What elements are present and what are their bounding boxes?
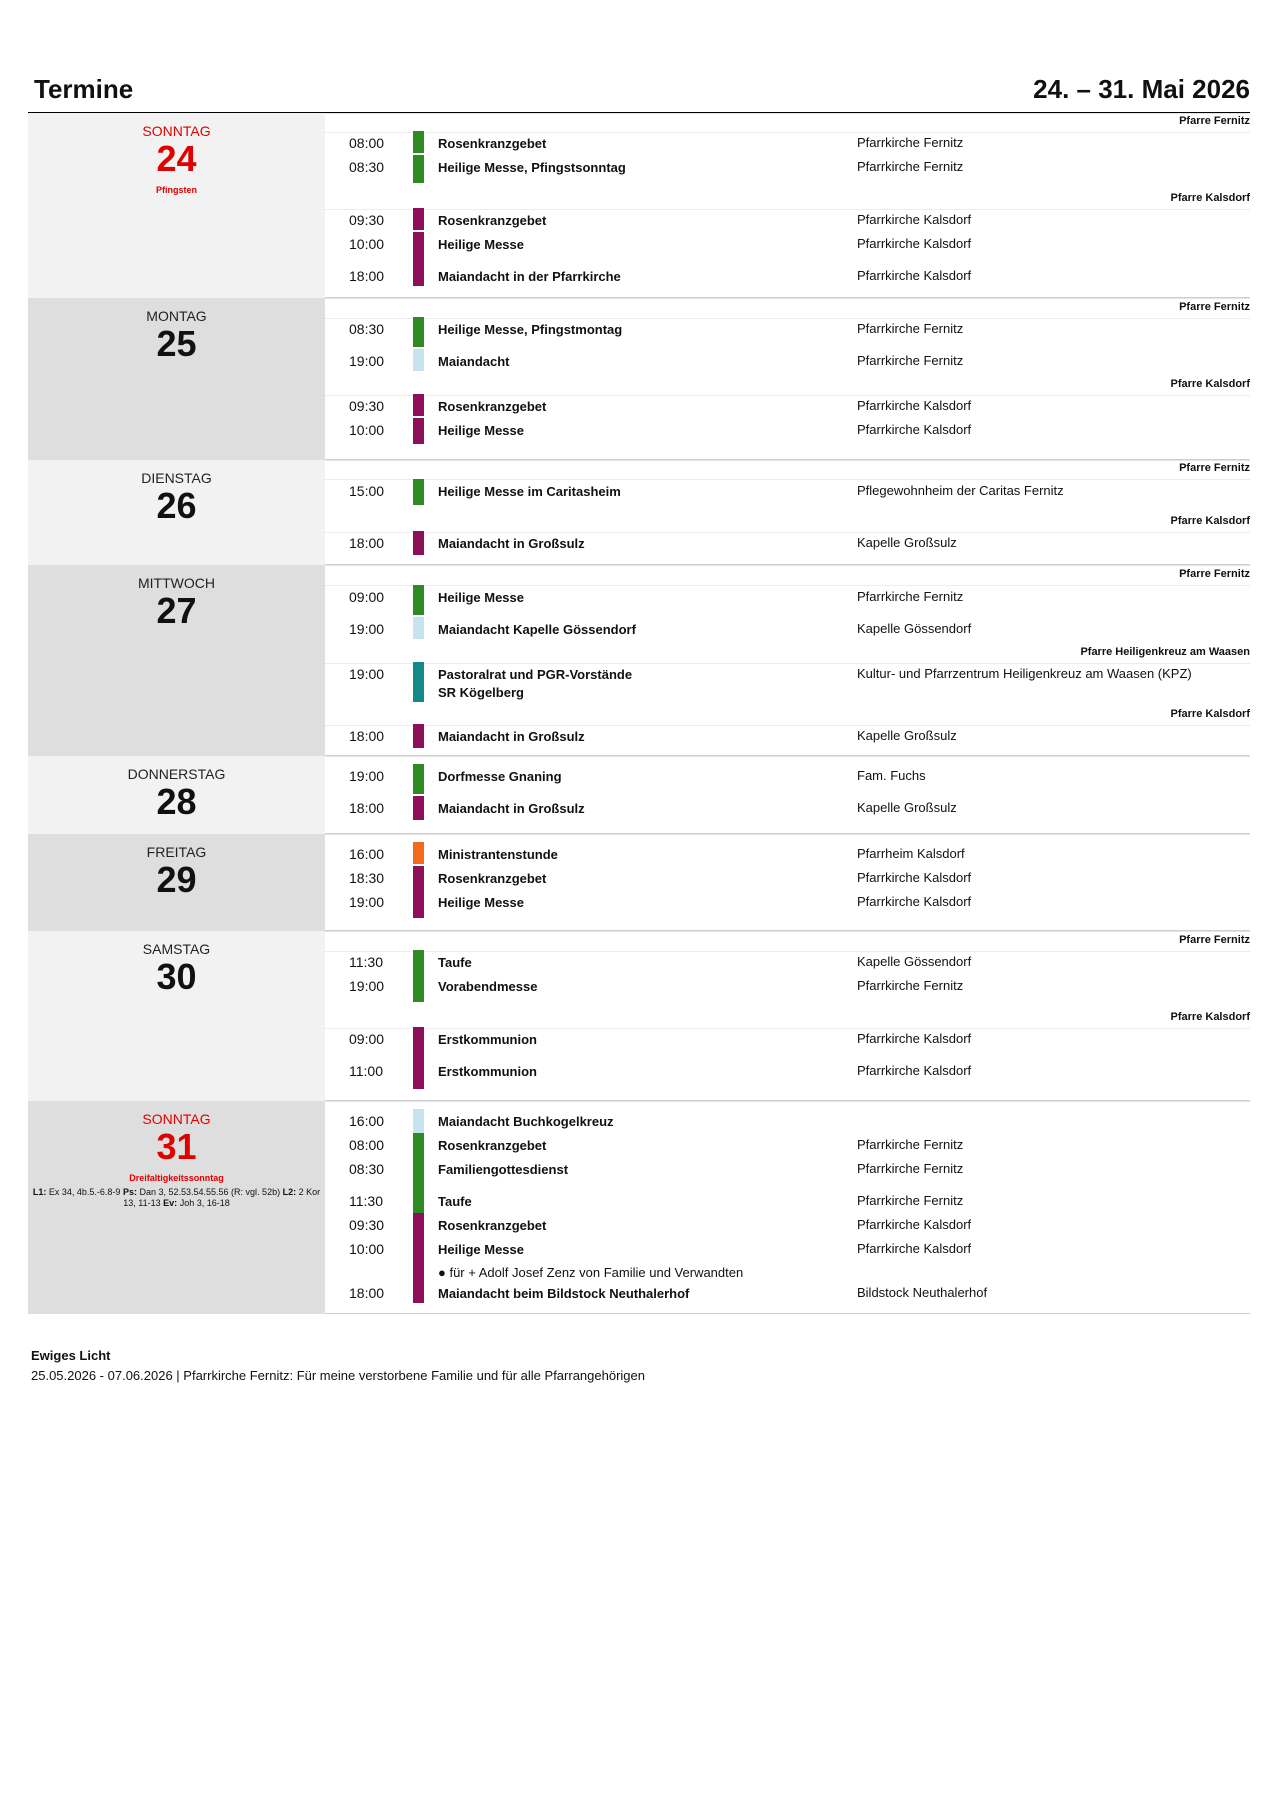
- category-bar: [413, 764, 424, 794]
- category-bar: [413, 1133, 424, 1157]
- event-location: Kapelle Großsulz: [857, 535, 957, 550]
- weekday: SONNTAG: [142, 123, 211, 139]
- event-title: Dorfmesse Gnaning: [438, 769, 562, 784]
- category-bar: [413, 394, 424, 416]
- divider: [325, 951, 1250, 952]
- parish-label: Pfarre Fernitz: [1179, 462, 1250, 474]
- day-26: [28, 460, 1250, 565]
- event-location: Kapelle Großsulz: [857, 800, 957, 815]
- event-location: Pfarrkirche Kalsdorf: [857, 1241, 972, 1256]
- parish-label: Pfarre Fernitz: [1179, 301, 1250, 313]
- event-title: Rosenkranzgebet: [438, 1218, 547, 1233]
- event-time: 16:00: [349, 1113, 385, 1129]
- event-title: Maiandacht Buchkogelkreuz: [438, 1114, 614, 1129]
- day-number: 31: [156, 1126, 197, 1167]
- event-location: Pfarrheim Kalsdorf: [857, 846, 965, 861]
- parish-label: Pfarre Kalsdorf: [1170, 515, 1250, 527]
- day-31: [28, 1101, 1250, 1314]
- day-events: [325, 756, 1250, 834]
- event-time: 10:00: [349, 1241, 385, 1257]
- event-location: Kapelle Gössendorf: [857, 621, 972, 636]
- category-bar: [413, 531, 424, 555]
- day-number: 24: [156, 138, 197, 179]
- category-bar: [413, 796, 424, 820]
- reading-l2: 2 Kor 13, 11-13: [123, 1187, 321, 1208]
- category-bar: [413, 617, 424, 639]
- event-location: Pfarrkirche Kalsdorf: [857, 236, 972, 251]
- day-25: [28, 298, 1250, 460]
- day-number: 26: [156, 485, 197, 526]
- event-time: 09:30: [349, 212, 385, 228]
- event-title: Erstkommunion: [438, 1032, 537, 1047]
- category-bar: [413, 155, 424, 183]
- event-location: Pfarrkirche Kalsdorf: [857, 212, 972, 227]
- event-time: 10:00: [349, 422, 385, 438]
- event-location: Pfarrkirche Fernitz: [857, 159, 964, 174]
- day-29: [28, 834, 1250, 931]
- day-27: [28, 565, 1250, 756]
- day-events: [325, 565, 1250, 756]
- event-location: Pfarrkirche Kalsdorf: [857, 398, 972, 413]
- event-time: 19:00: [349, 894, 385, 910]
- event-title: Heilige Messe: [438, 237, 524, 252]
- event-time: 09:30: [349, 1217, 385, 1233]
- parish-label: Pfarre Fernitz: [1179, 115, 1250, 127]
- event-title: Maiandacht in Großsulz: [438, 801, 585, 816]
- event-title: Rosenkranzgebet: [438, 213, 547, 228]
- category-bar: [413, 232, 424, 264]
- event-location: Bildstock Neuthalerhof: [857, 1285, 988, 1300]
- reading-label: L2:: [282, 1187, 297, 1197]
- category-bar: [413, 950, 424, 974]
- day-30: [28, 931, 1250, 1101]
- weekday: MONTAG: [146, 308, 207, 324]
- event-title: Rosenkranzgebet: [438, 136, 547, 151]
- event-location: Pfarrkirche Kalsdorf: [857, 870, 972, 885]
- weekday: FREITAG: [146, 844, 207, 860]
- event-time: 08:00: [349, 135, 385, 151]
- day-events: [325, 1101, 1250, 1314]
- reading-l1: Ex 34, 4b.5.-6.8-9: [48, 1187, 121, 1197]
- event-time: 18:30: [349, 870, 385, 886]
- weekday: SAMSTAG: [142, 941, 211, 957]
- event-title-line: Pastoralrat und PGR-Vorstände: [438, 667, 633, 682]
- day-number: 28: [156, 781, 197, 822]
- event-title: Heilige Messe: [438, 590, 524, 605]
- category-bar: [413, 1027, 424, 1059]
- parish-label: Pfarre Fernitz: [1179, 934, 1250, 946]
- category-bar: [413, 842, 424, 864]
- divider: [325, 725, 1250, 726]
- divider: [325, 585, 1250, 586]
- event-title: Familiengottesdienst: [438, 1162, 569, 1177]
- category-bar: [413, 974, 424, 1002]
- category-bar: [413, 349, 424, 371]
- day-events: [325, 298, 1250, 460]
- event-time: 18:00: [349, 535, 385, 551]
- event-location: Pfarrkirche Kalsdorf: [857, 268, 972, 283]
- event-location: Pfarrkirche Kalsdorf: [857, 1031, 972, 1046]
- day-28: [28, 756, 1250, 834]
- event-location: Pfarrkirche Fernitz: [857, 1137, 964, 1152]
- day-label: [28, 1101, 325, 1314]
- category-bar: [413, 585, 424, 615]
- event-time: 11:00: [349, 1063, 383, 1079]
- date-range: 24. – 31. Mai 2026: [1033, 74, 1250, 104]
- day-events: [325, 931, 1250, 1101]
- event-time: 15:00: [349, 483, 385, 499]
- event-title: Rosenkranzgebet: [438, 399, 547, 414]
- divider: [325, 395, 1250, 396]
- event-location: Pfarrkirche Kalsdorf: [857, 1063, 972, 1078]
- weekday: DONNERSTAG: [127, 766, 226, 782]
- category-bar: [413, 479, 424, 505]
- event-time: 18:00: [349, 1285, 385, 1301]
- event-title: Taufe: [438, 1194, 472, 1209]
- reading-label: L1:: [32, 1187, 47, 1197]
- event-time: 18:00: [349, 728, 385, 744]
- event-location: Pfarrkirche Fernitz: [857, 978, 964, 993]
- category-bar: [413, 1281, 424, 1303]
- divider: [325, 209, 1250, 210]
- footer: [31, 1348, 645, 1383]
- day-events: [325, 460, 1250, 565]
- divider: [325, 1028, 1250, 1029]
- category-bar: [413, 1189, 424, 1213]
- event-title-line: SR Kögelberg: [438, 685, 524, 700]
- event-time: 19:00: [349, 666, 385, 682]
- reading-ps: Dan 3, 52.53.54.55.56 (R: vgl. 52b): [139, 1187, 281, 1197]
- page-header: [28, 72, 1250, 114]
- event-time: 19:00: [349, 353, 385, 369]
- event-location: Pfarrkirche Fernitz: [857, 1193, 964, 1208]
- event-time: 16:00: [349, 846, 385, 862]
- category-bar: [413, 264, 424, 286]
- day-label: [28, 565, 325, 756]
- event-time: 09:00: [349, 1031, 385, 1047]
- event-location: Kapelle Großsulz: [857, 728, 957, 743]
- parish-label: Pfarre Kalsdorf: [1170, 1011, 1250, 1023]
- event-title: Maiandacht Kapelle Gössendorf: [438, 622, 636, 637]
- weekday: MITTWOCH: [138, 575, 215, 591]
- event-location: Pfarrkirche Fernitz: [857, 353, 964, 368]
- category-bar: [413, 418, 424, 444]
- feast-name: Dreifaltigkeitssonntag: [129, 1173, 224, 1183]
- event-time: 08:30: [349, 321, 385, 337]
- event-title: Ministrantenstunde: [438, 847, 558, 862]
- category-bar: [413, 208, 424, 230]
- event-location: Fam. Fuchs: [857, 768, 926, 783]
- category-bar: [413, 1237, 424, 1281]
- category-bar: [413, 662, 424, 702]
- day-label: [28, 756, 325, 834]
- day-number: 25: [156, 323, 197, 364]
- category-bar: [413, 724, 424, 748]
- reading-label: Ev:: [163, 1198, 178, 1208]
- event-time: 19:00: [349, 768, 385, 784]
- event-time: 09:00: [349, 589, 385, 605]
- event-time: 18:00: [349, 268, 385, 284]
- footer-heading: Ewiges Licht: [31, 1348, 111, 1363]
- category-bar: [413, 890, 424, 918]
- day-24: [28, 113, 1250, 298]
- event-time: 19:00: [349, 621, 385, 637]
- event-title: Maiandacht in Großsulz: [438, 729, 585, 744]
- event-location: Pfarrkirche Fernitz: [857, 135, 964, 150]
- event-title: Erstkommunion: [438, 1064, 537, 1079]
- divider: [325, 663, 1250, 664]
- event-title: Rosenkranzgebet: [438, 871, 547, 886]
- day-label: [28, 834, 325, 931]
- day-label: [28, 113, 325, 298]
- category-bar: [413, 1059, 424, 1089]
- event-title: Maiandacht in der Pfarrkirche: [438, 269, 621, 284]
- category-bar: [413, 131, 424, 153]
- parish-label: Pfarre Heiligenkreuz am Waasen: [1080, 646, 1250, 658]
- divider: [325, 532, 1250, 533]
- day-number: 29: [156, 859, 197, 900]
- weekday: SONNTAG: [142, 1111, 211, 1127]
- readings: [28, 1183, 325, 1209]
- category-bar: [413, 1157, 424, 1189]
- event-time: 08:00: [349, 1137, 385, 1153]
- event-note: ● für + Adolf Josef Zenz von Familie und Verwandten: [438, 1265, 744, 1280]
- event-title: Vorabendmesse: [438, 979, 538, 994]
- divider: [325, 318, 1250, 319]
- feast-name: Pfingsten: [155, 185, 197, 195]
- page-title: Termine: [34, 74, 134, 104]
- reading-label: Ps:: [122, 1187, 137, 1197]
- event-title: Maiandacht: [438, 354, 510, 369]
- day-events: [325, 834, 1250, 931]
- day-number: 27: [156, 590, 197, 631]
- event-location: Pfarrkirche Fernitz: [857, 321, 964, 336]
- parish-label: Pfarre Kalsdorf: [1170, 708, 1250, 720]
- event-location: Pfarrkirche Fernitz: [857, 589, 964, 604]
- day-events: [325, 113, 1250, 298]
- event-title: Heilige Messe im Caritasheim: [438, 484, 621, 499]
- footer-text: 25.05.2026 - 07.06.2026 | Pfarrkirche Fernitz: Für meine verstorbene Familie und für alle Pfarrangehörigen: [31, 1368, 645, 1383]
- parish-label: Pfarre Fernitz: [1179, 568, 1250, 580]
- event-title: Heilige Messe: [438, 1242, 524, 1257]
- event-location: Pfarrkirche Kalsdorf: [857, 894, 972, 909]
- event-title: Rosenkranzgebet: [438, 1138, 547, 1153]
- event-time: 08:30: [349, 159, 385, 175]
- event-location: Kultur- und Pfarrzentrum Heiligenkreuz am Waasen (KPZ): [857, 666, 1192, 681]
- event-title: Heilige Messe: [438, 895, 524, 910]
- event-title: Heilige Messe, Pfingstmontag: [438, 322, 623, 337]
- event-time: 11:30: [349, 954, 383, 970]
- day-label: [28, 460, 325, 565]
- event-title: Maiandacht beim Bildstock Neuthalerhof: [438, 1286, 690, 1301]
- event-title: Heilige Messe: [438, 423, 524, 438]
- event-time: 11:30: [349, 1193, 383, 1209]
- event-location: Pflegewohnheim der Caritas Fernitz: [857, 483, 1064, 498]
- event-location: Pfarrkirche Kalsdorf: [857, 422, 972, 437]
- category-bar: [413, 1109, 424, 1133]
- event-time: 18:00: [349, 800, 385, 816]
- day-number: 30: [156, 956, 197, 997]
- category-bar: [413, 317, 424, 347]
- event-time: 10:00: [349, 236, 385, 252]
- day-label: [28, 298, 325, 460]
- event-location: Pfarrkirche Fernitz: [857, 1161, 964, 1176]
- event-title: Heilige Messe, Pfingstsonntag: [438, 160, 626, 175]
- day-label: [28, 931, 325, 1101]
- weekday: DIENSTAG: [141, 470, 212, 486]
- event-title: Taufe: [438, 955, 472, 970]
- event-time: 19:00: [349, 978, 385, 994]
- event-location: Pfarrkirche Kalsdorf: [857, 1217, 972, 1232]
- reading-ev: Joh 3, 16-18: [179, 1198, 230, 1208]
- event-title: Maiandacht in Großsulz: [438, 536, 585, 551]
- category-bar: [413, 1213, 424, 1237]
- parish-label: Pfarre Kalsdorf: [1170, 378, 1250, 390]
- divider: [325, 132, 1250, 133]
- event-time: 09:30: [349, 398, 385, 414]
- event-time: 08:30: [349, 1161, 385, 1177]
- event-title: [438, 666, 632, 702]
- divider: [325, 479, 1250, 480]
- parish-label: Pfarre Kalsdorf: [1170, 192, 1250, 204]
- category-bar: [413, 866, 424, 890]
- event-location: Kapelle Gössendorf: [857, 954, 972, 969]
